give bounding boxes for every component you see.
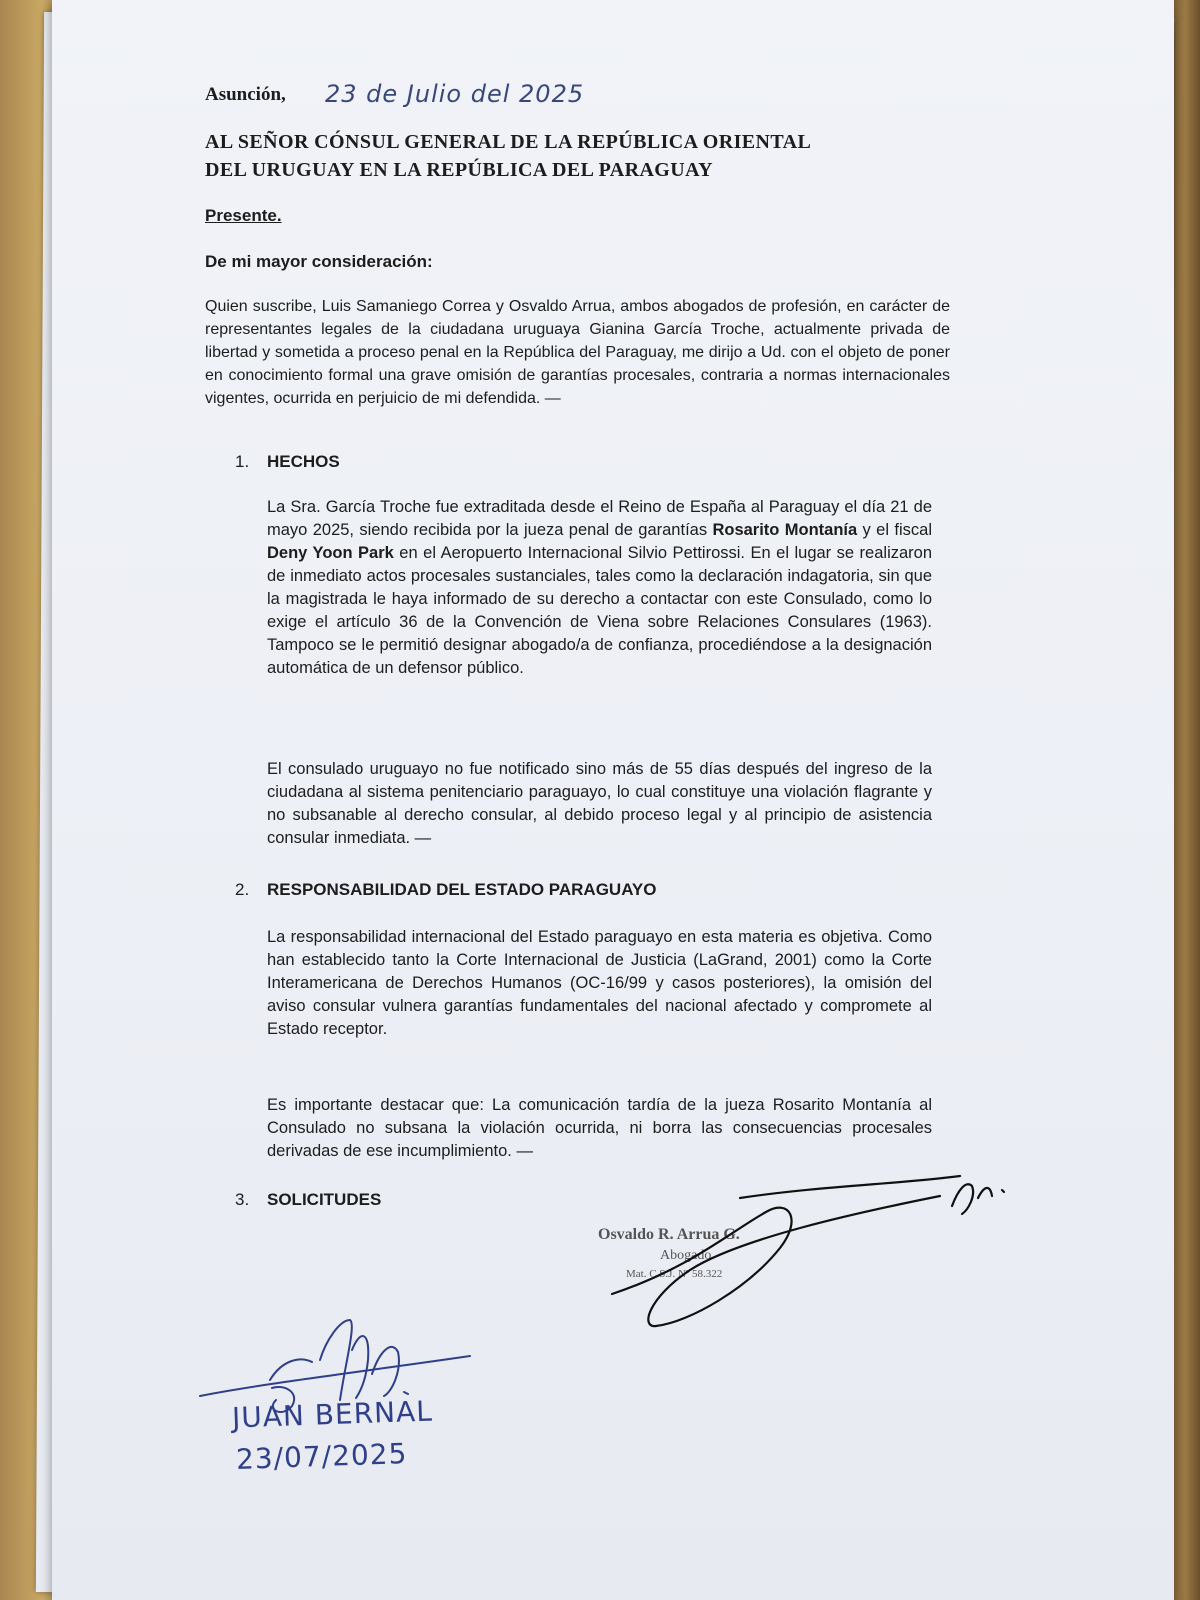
section-number: 1. — [235, 452, 250, 471]
section-title: HECHOS — [267, 452, 340, 471]
hechos-paragraph-2: El consulado uruguayo no fue notificado sino más de 55 días después del ingreso de la ciudadana al sistema penitenciario paraguayo, lo cual constituye una violación flagrante y no subsanable al derecho consular, al debido proceso legal y al principio de asistencia consular inmediata. — — [267, 760, 932, 847]
presente-label: Presente. — [205, 206, 282, 225]
greeting: De mi mayor consideración: — [205, 252, 433, 271]
handwritten-date: 23 de Julio del 2025 — [325, 80, 585, 108]
judge-name: Rosarito Montanía — [712, 521, 858, 539]
stamp-name: Osvaldo R. Arrua G. — [598, 1226, 740, 1243]
section-title: RESPONSABILIDAD DEL ESTADO PARAGUAYO — [267, 880, 657, 899]
intro-paragraph: Quien suscribe, Luis Samaniego Correa y Osvaldo Arrua, ambos abogados de profesión, en carácter de representantes legales de la ciudadana uruguaya Gianina García Troche, actualmente privada de libertad y sometida a proceso penal en la República del Paraguay, me dirijo a Ud. con el objeto de poner en conocimiento formal una grave omisión de garantías procesales, contraria a normas internacionales vigentes, ocurrida en perjuicio de mi defendida. — — [205, 298, 950, 407]
text-run: en el Aeropuerto Internacional Silvio Pettirossi. En el lugar se realizaron de inmediato actos procesales sustanciales, tales como la declaración indagatoria, sin que la magistrada le haya informado de su derecho a contactar con este Consulado, como lo exige el artículo 36 de la Convención de Viena sobre Relaciones Consulares (1963). Tampoco se le permitió designar abogado/a de confianza, procediéndose a la designación automática de un defensor público. — [267, 544, 933, 677]
responsabilidad-paragraph-1: La responsabilidad internacional del Estado paraguayo en esta materia es objetiva. Como han establecido tanto la Corte Internacional de Justicia (LaGrand, 2001) como la Corte Interamericana de Derechos Humanos (OC-16/99 y casos posteriores), la omisión del aviso consular vulnera garantías fundamentales del nacional afectado y compromete al Estado receptor. — [267, 928, 932, 1038]
stamp-title: Abogado — [660, 1248, 712, 1263]
text-run: La Sra. García Troche fue extraditada desde el Reino de España al Paraguay el día 21 de mayo 2025, siendo recibida por la jueza penal de garantías — [267, 498, 932, 539]
place-label: Asunción, — [205, 84, 286, 105]
section-number: 3. — [235, 1190, 250, 1209]
lawyer-signature — [612, 1176, 1004, 1326]
addressee-line-2: DEL URUGUAY EN LA REPÚBLICA DEL PARAGUAY — [205, 159, 713, 181]
prosecutor-name: Deny Yoon Park — [267, 544, 394, 562]
receiver-name: JUAN BERNAL — [231, 1394, 434, 1435]
addressee-line-1: AL SEÑOR CÓNSUL GENERAL DE LA REPÚBLICA ORIENTAL — [205, 131, 812, 153]
responsabilidad-paragraph-2: Es importante destacar que: La comunicación tardía de la jueza Rosarito Montanía al Consulado no subsana la violación ocurrida, ni borra las consecuencias procesales derivadas de ese incumplimiento. — — [267, 1096, 932, 1160]
stamp-registration: Mat. C.S.J. Nº 58.322 — [626, 1268, 723, 1280]
section-title: SOLICITUDES — [267, 1190, 382, 1209]
text-run: y el fiscal — [857, 521, 932, 539]
receiver-date: 23/07/2025 — [235, 1437, 408, 1476]
section-number: 2. — [235, 880, 250, 899]
